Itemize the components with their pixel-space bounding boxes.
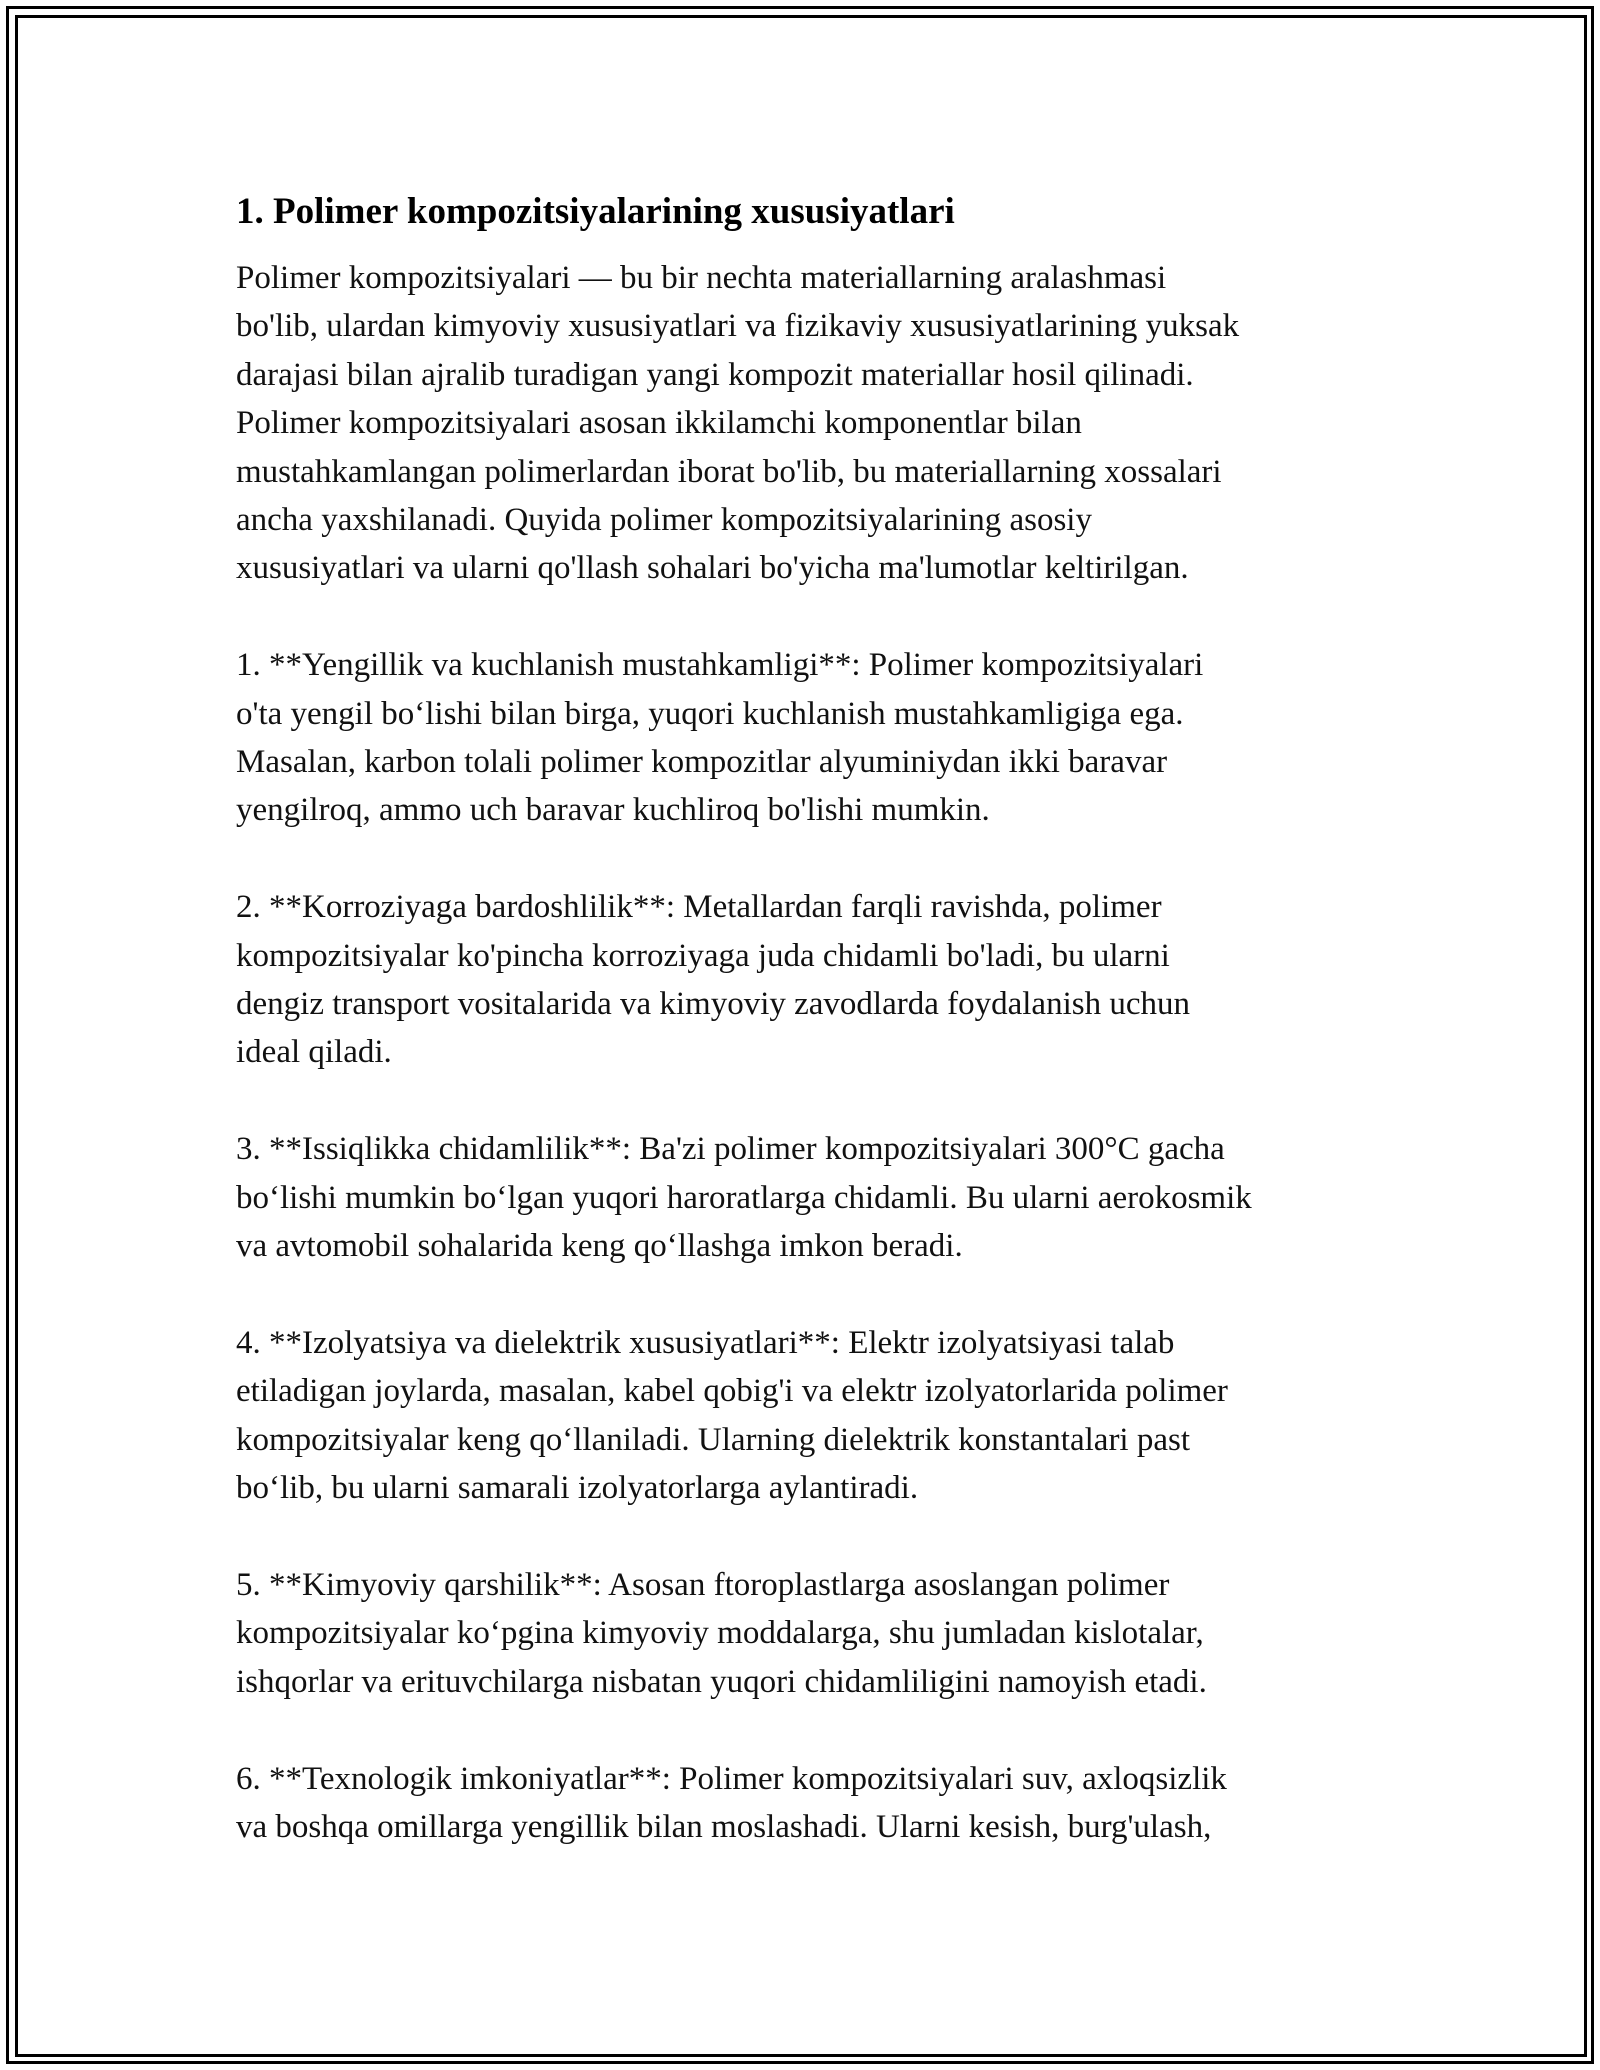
list-item-heat: 3. **Issiqlikka chidamlilik**: Ba'zi polimer kompozitsiyalari 300°C gacha bo‘lishi mumkin bo‘lgan yuqori haroratlarga chidamli. Bu ularni aerokosmik va avtomobil sohalarida keng qo‘llashga imkon beradi. bbox=[236, 1131, 1252, 1265]
list-item-corrosion: 2. **Korroziyaga bardoshlilik**: Metallardan farqli ravishda, polimer kompozitsiyalar ko'pincha korroziyaga juda chidamli bo'ladi, bu ularni dengiz transport vositalarida va kimyoviy zavodlarda foydalanish uchun ideal qiladi. bbox=[236, 889, 1190, 1071]
paragraph-gap bbox=[236, 1513, 1396, 1561]
section-heading: 1. Polimer kompozitsiyalarining xususiyatlari bbox=[236, 191, 955, 232]
paragraph-gap bbox=[236, 1270, 1396, 1318]
paragraph-gap bbox=[236, 1077, 1396, 1125]
paragraph-gap bbox=[236, 1706, 1396, 1754]
intro-paragraph: Polimer kompozitsiyalari — bu bir nechta materiallarning aralashmasi bo'lib, ulardan kimyoviy xususiyatlari va fizikaviy xususiyatlarining yuksak darajasi bilan ajralib turadigan yangi kompozit materiallar hosil qilinadi. Polimer kompozitsiyalari asosan ikkilamchi komponentlar bilan mustahkamlangan polimerlardan iborat bo'lib, bu materiallarning xossalari ancha yaxshilanadi. Quyida polimer kompozitsiyalarining asosiy xususiyatlari va ularni qo'llash sohalari bo'yicha ma'lumotlar keltirilgan. bbox=[236, 260, 1240, 587]
paragraph-gap bbox=[236, 593, 1396, 641]
list-item-insulation: 4. **Izolyatsiya va dielektrik xususiyatlari**: Elektr izolyatsiyasi talab etiladigan joylarda, masalan, kabel qobig'i va elektr izolyatorlarida polimer kompozitsiyalar keng qo‘llaniladi. Ularning dielektrik konstantalari past bo‘lib, bu ularni samarali izolyatorlarga aylantiradi. bbox=[236, 1324, 1228, 1507]
paragraph-gap bbox=[236, 835, 1396, 883]
list-item-chemical: 5. **Kimyoviy qarshilik**: Asosan ftoroplastlarga asoslangan polimer kompozitsiyalar ko‘pgina kimyoviy moddalarga, shu jumladan kislotalar, ishqorlar va erituvchilarga nisbatan yuqori chidamliligini namoyish etadi. bbox=[236, 1566, 1207, 1700]
list-item-technology: 6. **Texnologik imkoniyatlar**: Polimer kompozitsiyalari suv, axloqsizlik va boshqa omillarga yengillik bilan moslashadi. Ularni kesish, burg'ulash, bbox=[236, 1760, 1227, 1845]
document-body bbox=[236, 186, 1396, 1851]
list-item-lightness: 1. **Yengillik va kuchlanish mustahkamligi**: Polimer kompozitsiyalari o'ta yengil bo‘lishi bilan birga, yuqori kuchlanish mustahkamligiga ega. Masalan, karbon tolali polimer kompozitlar alyuminiydan ikki baravar yengilroq, ammo uch baravar kuchliroq bo'lishi mumkin. bbox=[236, 647, 1204, 829]
